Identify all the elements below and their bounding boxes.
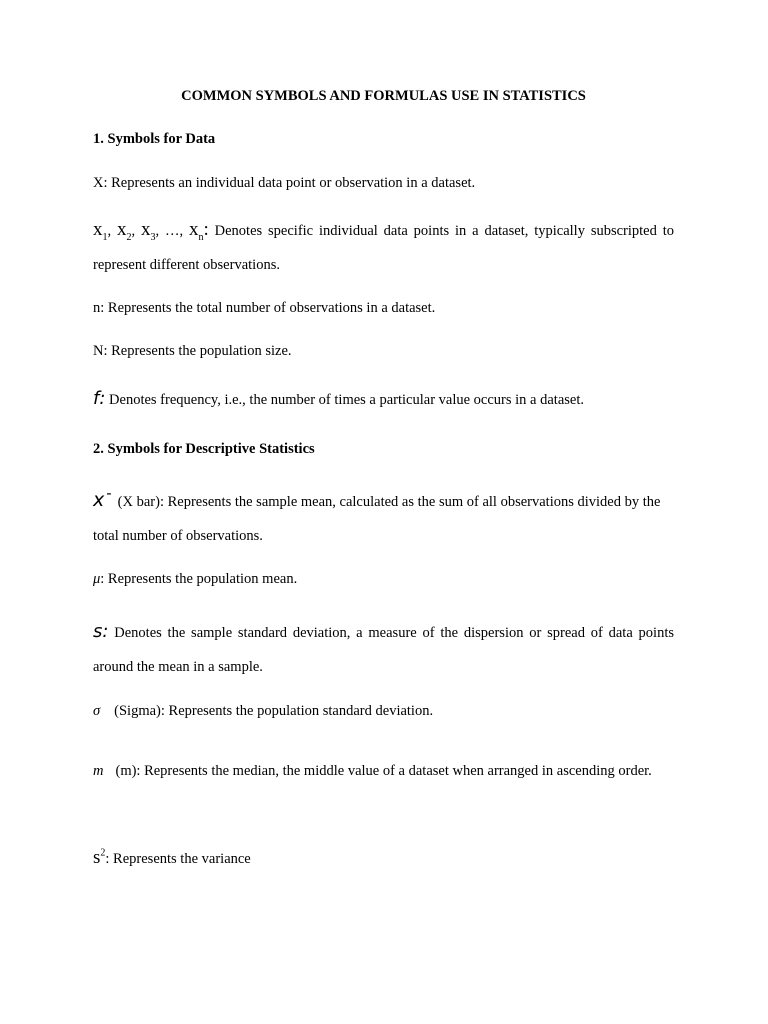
paragraph-s-definition: s: Denotes the sample standard deviation, a measure of the dispersion or spread of data points around the mean in a sample.: [93, 621, 674, 675]
symbol-mu: μ: [93, 571, 101, 587]
symbol-f: f: [93, 388, 100, 409]
section-heading-symbols-for-data: 1. Symbols for Data: [93, 131, 216, 147]
symbol-x2: $x_2$: [117, 219, 132, 243]
paragraph-median-definition: [93, 754, 674, 788]
paragraph-N-definition: N: Represents the population size.: [93, 343, 292, 359]
definition-text: : Represents the variance: [105, 851, 251, 867]
symbol-xn: $x_n$: [189, 219, 204, 243]
page-title: COMMON SYMBOLS AND FORMULAS USE IN STATISTICS: [181, 88, 586, 104]
definition-text: (Sigma): Represents the population standard deviation.: [114, 703, 434, 719]
paragraph-x-definition: [93, 166, 674, 200]
section-heading-descriptive-statistics: 2. Symbols for Descriptive Statistics: [93, 441, 315, 457]
definition-text: Denotes specific individual data points in a dataset, typically subscripted to represent different observations.: [93, 223, 675, 273]
definition-text: Denotes the sample standard deviation, a measure of the dispersion or spread of data points around the mean in a sample.: [93, 625, 674, 675]
paragraph-mu-definition: [93, 562, 674, 596]
symbol-x3: $x_3$: [141, 219, 156, 243]
symbol-x: X: [93, 175, 104, 191]
symbol-x1: $x_1$: [93, 219, 108, 243]
paragraph-xbar-definition: [93, 483, 674, 553]
symbol-s-squared: $s^2$: [93, 847, 106, 868]
symbol-m: m: [93, 763, 104, 779]
symbol-x-bar: x -: [93, 484, 112, 511]
definition-text: : Represents the population mean.: [100, 571, 298, 587]
definition-text: : Represents an individual data point or observation in a dataset.: [103, 175, 476, 191]
paragraph-variance-definition: [93, 841, 674, 876]
symbol-sigma: σ: [93, 703, 101, 719]
definition-text: Denotes frequency, i.e., the number of times a particular value occurs in a dataset.: [105, 392, 584, 408]
ellipsis: …,: [165, 223, 184, 239]
definition-text: (m): Represents the median, the middle value of a dataset when arranged in ascending order.: [115, 763, 652, 779]
paragraph-n-definition: n: Represents the total number of observations in a dataset.: [93, 300, 436, 316]
paragraph-f-definition: f: Denotes frequency, i.e., the number of times a particular value occurs in a dataset.: [93, 388, 584, 409]
symbol-s: s: [93, 621, 103, 642]
paragraph-sigma-definition: [93, 694, 674, 728]
definition-text: (X bar): Represents the sample mean, calculated as the sum of all observations divided by the total number of observations.: [93, 494, 661, 544]
paragraph-xi-definition: $x_1$, $x_2$, $x_3$, …, $x_n$: Denotes specific individual data points in a dataset, typically subscripted to represent different observations.: [93, 219, 675, 273]
